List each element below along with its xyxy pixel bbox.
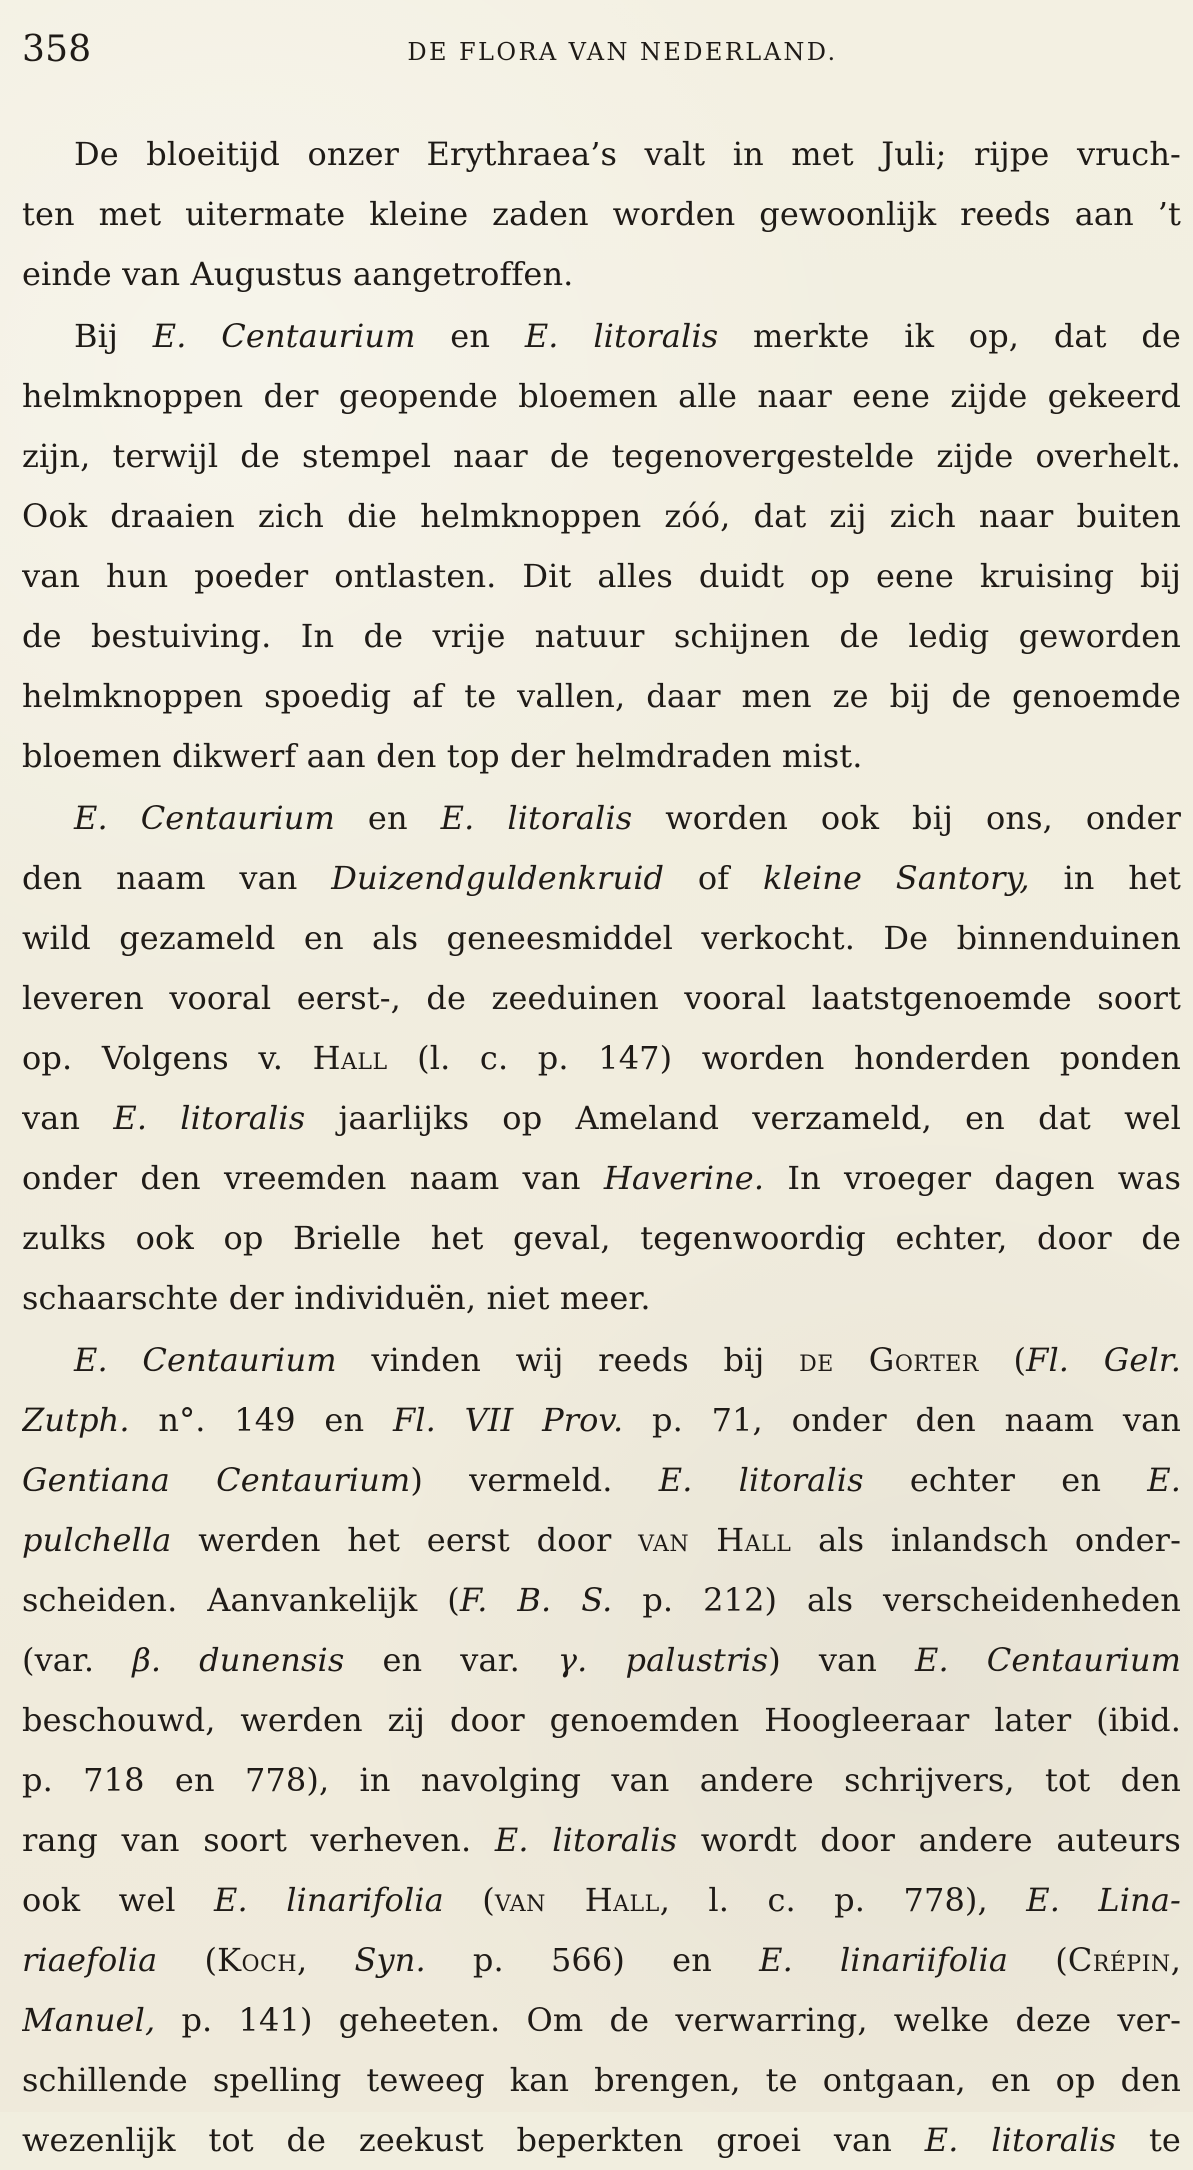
- author-name: de Gorter: [799, 1341, 979, 1379]
- text-line: [22, 1990, 1181, 2050]
- line-text: wezenlijk tot de zeekust beperkten groei van: [22, 2121, 892, 2159]
- text-line: helmknoppen der geopende bloemen alle naar eene zijde gekeerd: [22, 377, 1181, 415]
- line-text: te: [1148, 2121, 1181, 2159]
- line-text: ,: [1170, 1941, 1181, 1979]
- citation-text: F. B. S.: [459, 1581, 613, 1619]
- common-name: Haverine.: [603, 1159, 765, 1197]
- author-name: Koch: [217, 1941, 298, 1979]
- text-line: helmknoppen spoedig af te vallen, daar men ze bij de genoemde: [22, 677, 1181, 715]
- page-number: 358: [22, 29, 92, 70]
- text-line: einde van Augustus aangetroffen.: [22, 255, 574, 293]
- line-text: ,: [297, 1941, 308, 1979]
- text-line: [22, 306, 1181, 366]
- taxon-name: E. litoralis: [924, 2121, 1117, 2159]
- text-line: beschouwd, werden zij door genoemden Hoogleeraar later (ibid.: [22, 1701, 1181, 1739]
- citation-text: Manuel,: [22, 2001, 156, 2039]
- text-line: [22, 1570, 1181, 1630]
- text-line: [22, 1390, 1181, 1450]
- text-line: Ook draaien zich die helmknoppen zóó, dat zij zich naar buiten: [22, 497, 1181, 535]
- line-text: en var.: [382, 1641, 520, 1679]
- line-text: ) van: [768, 1641, 877, 1679]
- author-name: Crépin: [1067, 1941, 1171, 1979]
- line-text: scheiden. Aanvankelijk (: [22, 1581, 460, 1619]
- line-text: en: [450, 317, 491, 355]
- taxon-name: E. Centaurium: [152, 317, 416, 355]
- text-line: zijn, terwijl de stempel naar de tegenovergestelde zijde overhelt.: [22, 437, 1181, 475]
- text-line: [22, 1028, 1181, 1088]
- taxon-name: E. litoralis: [494, 1821, 678, 1859]
- text-line: De bloeitijd onzer Erythraea’s valt in met Juli; rijpe vruch-: [74, 135, 1181, 173]
- line-text: ) vermeld.: [410, 1461, 613, 1499]
- text-line: [22, 2110, 1181, 2170]
- line-text: onder den vreemden naam van: [22, 1159, 581, 1197]
- author-name: van Hall: [494, 1881, 660, 1919]
- line-text: In vroeger dagen was: [787, 1159, 1181, 1197]
- line-text: (: [1013, 1341, 1027, 1379]
- page-body: [22, 124, 1181, 2170]
- line-text: jaarlijks op Ameland verzameld, en dat wel: [338, 1099, 1181, 1137]
- page-header: [22, 24, 1181, 76]
- line-text: (l. c. p. 147) worden honderden ponden: [417, 1039, 1181, 1077]
- taxon-name: E. litoralis: [524, 317, 719, 355]
- line-text: van: [22, 1099, 81, 1137]
- text-line: [22, 1148, 1181, 1208]
- text-line: leveren vooral eerst-, de zeeduinen vooral laatstgenoemde soort: [22, 979, 1181, 1017]
- text-line: zulks ook op Brielle het geval, tegenwoordig echter, door de: [22, 1219, 1181, 1257]
- taxon-name: E. Centaurium: [914, 1641, 1181, 1679]
- line-text: worden ook bij ons, onder: [665, 799, 1181, 837]
- text-line: van hun poeder ontlasten. Dit alles duidt op eene kruising bij: [22, 557, 1181, 595]
- author-name: Hall: [312, 1039, 388, 1077]
- line-text: echter en: [909, 1461, 1102, 1499]
- taxon-name: E. linarifolia: [214, 1881, 444, 1919]
- line-text: (: [482, 1881, 495, 1919]
- line-text: p. 71, onder den naam van: [651, 1401, 1181, 1439]
- taxon-name: riaefolia: [22, 1941, 158, 1979]
- author-name: van Hall: [638, 1521, 792, 1559]
- text-line: [22, 1870, 1181, 1930]
- line-text: den naam van: [22, 859, 298, 897]
- taxon-name: E. Lina-: [1026, 1881, 1181, 1919]
- text-line: [22, 848, 1181, 908]
- line-text: p. 566) en: [472, 1941, 712, 1979]
- line-text: als inlandsch onder-: [818, 1521, 1181, 1559]
- text-line: schaarschte der individuën, niet meer.: [22, 1279, 651, 1317]
- taxon-name: E. litoralis: [658, 1461, 864, 1499]
- line-text: p. 141) geheeten. Om de verwarring, welke deze ver-: [181, 2001, 1181, 2039]
- text-line: [22, 1630, 1181, 1690]
- text-line: ten met uitermate kleine zaden worden gewoonlijk reeds aan ’t: [22, 195, 1181, 233]
- text-line: [22, 1330, 1181, 1390]
- text-line: wild gezameld en als geneesmiddel verkocht. De binnenduinen: [22, 919, 1181, 957]
- line-text: merkte ik op, dat de: [753, 317, 1181, 355]
- text-line: [22, 788, 1181, 848]
- citation-text: Fl. Gelr.: [1026, 1341, 1181, 1379]
- line-text: n°. 149 en: [158, 1401, 365, 1439]
- taxon-name: E. Centaurium: [74, 799, 335, 837]
- line-text: rang van soort verheven.: [22, 1821, 472, 1859]
- line-text: Bij: [74, 317, 119, 355]
- line-text: werden het eerst door: [198, 1521, 612, 1559]
- text-line: [22, 1810, 1181, 1870]
- variety-name: β. dunensis: [132, 1641, 345, 1679]
- taxon-name: E.: [1147, 1461, 1181, 1499]
- taxon-name: E. Centaurium: [74, 1341, 337, 1379]
- common-name: kleine Santory,: [762, 859, 1030, 897]
- text-line: [22, 1088, 1181, 1148]
- text-line: bloemen dikwerf aan den top der helmdraden mist.: [22, 737, 863, 775]
- line-text: , l. c. p. 778),: [659, 1881, 988, 1919]
- text-line: [22, 1450, 1181, 1510]
- variety-name: γ. palustris: [557, 1641, 769, 1679]
- taxon-name: Gentiana Centaurium: [22, 1461, 411, 1499]
- line-text: en: [367, 799, 408, 837]
- line-text: (: [204, 1941, 218, 1979]
- text-line: p. 718 en 778), in navolging van andere schrijvers, tot den: [22, 1761, 1181, 1799]
- citation-text: Fl. VII Prov.: [392, 1401, 624, 1439]
- citation-text: Syn.: [354, 1941, 426, 1979]
- line-text: p. 212) als verscheidenheden: [642, 1581, 1181, 1619]
- text-line: schillende spelling teweeg kan brengen, te ontgaan, en op den: [22, 2061, 1181, 2099]
- line-text: in het: [1063, 859, 1181, 897]
- taxon-name: pulchella: [22, 1521, 172, 1559]
- running-head: DE FLORA VAN NEDERLAND.: [407, 38, 838, 66]
- taxon-name: E. linariifolia: [759, 1941, 1009, 1979]
- text-line: [22, 1930, 1181, 1990]
- line-text: (: [1055, 1941, 1068, 1979]
- line-text: of: [697, 859, 730, 897]
- taxon-name: E. litoralis: [440, 799, 633, 837]
- line-text: vinden wij reeds bij: [371, 1341, 765, 1379]
- taxon-name: E. litoralis: [113, 1099, 306, 1137]
- line-text: ook wel: [22, 1881, 176, 1919]
- text-line: [22, 1510, 1181, 1570]
- line-text: op. Volgens v.: [22, 1039, 284, 1077]
- common-name: Duizendguldenkruid: [331, 859, 665, 897]
- text-line: de bestuiving. In de vrije natuur schijnen de ledig geworden: [22, 617, 1181, 655]
- line-text: wordt door andere auteurs: [700, 1821, 1181, 1859]
- line-text: (var.: [22, 1641, 95, 1679]
- citation-text: Zutph.: [22, 1401, 130, 1439]
